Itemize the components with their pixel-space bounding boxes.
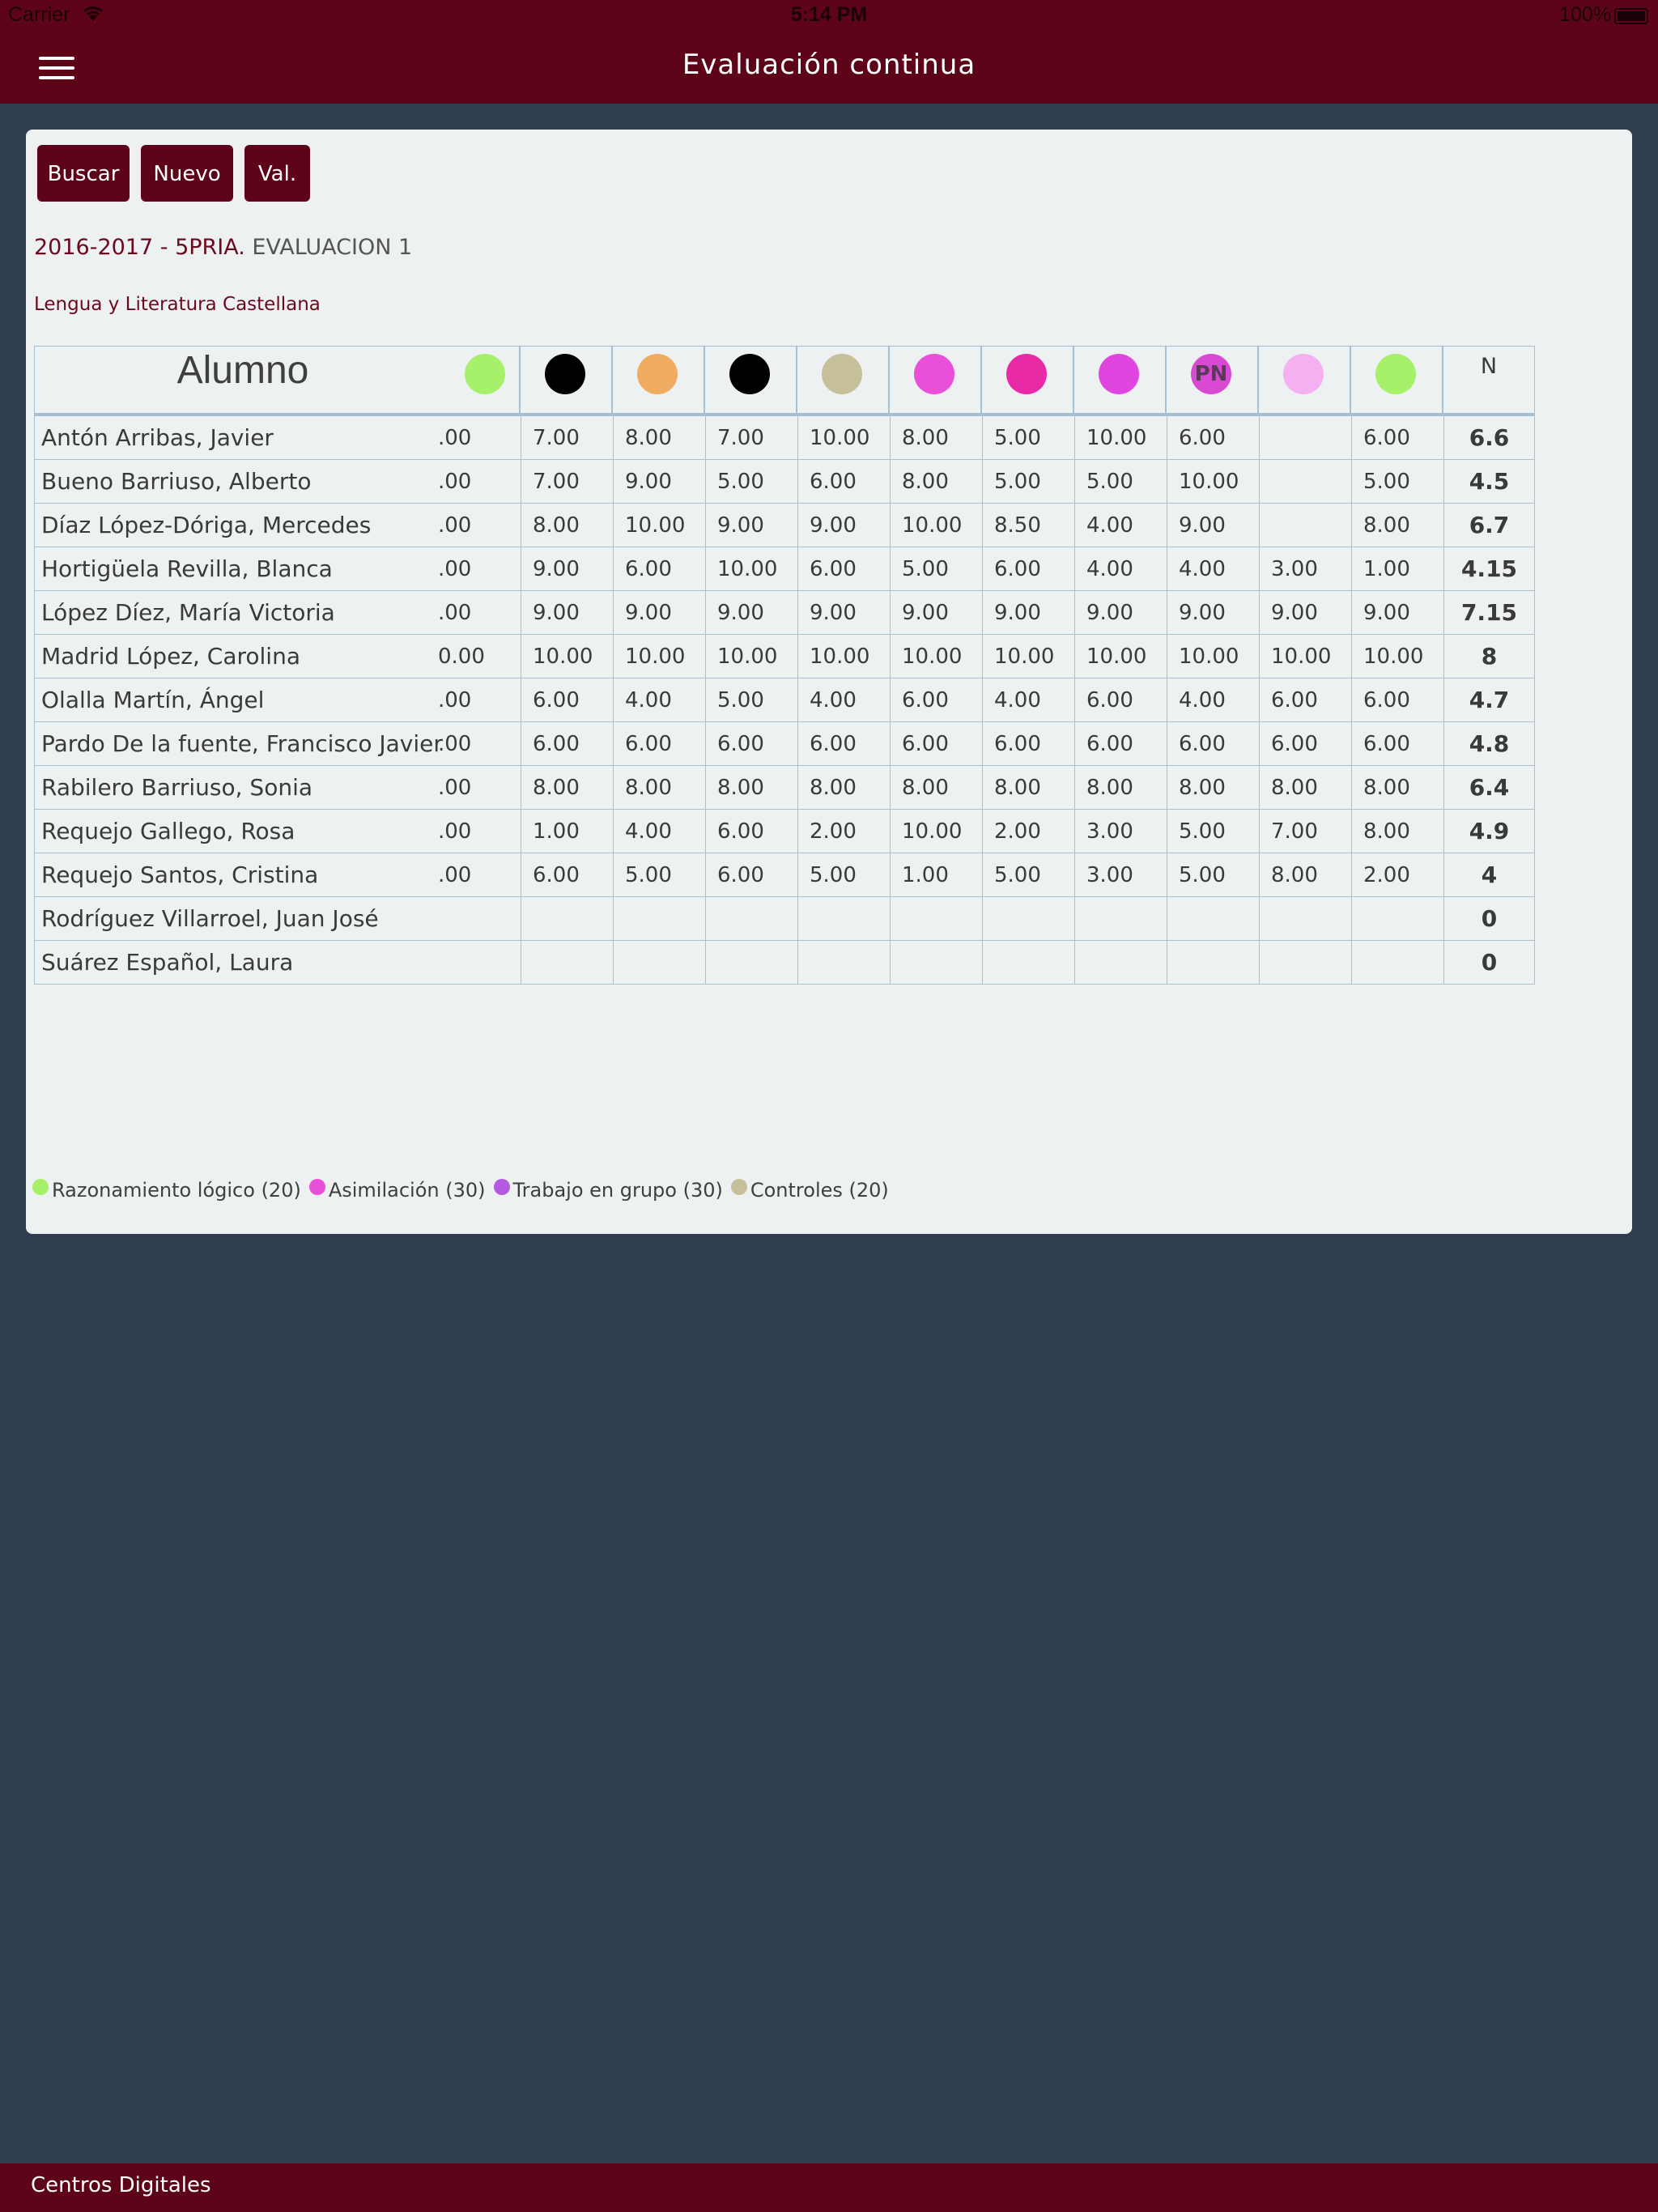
- legend-dot-icon: [731, 1179, 747, 1195]
- legend-item: [32, 1179, 301, 1202]
- grade-cell[interactable]: 1.00: [1351, 547, 1443, 591]
- grade-cell[interactable]: [1074, 897, 1167, 941]
- grade-cell[interactable]: [448, 941, 521, 985]
- final-grade: 4.5: [1443, 460, 1534, 504]
- footer-text: Centros Digitales: [31, 2173, 211, 2197]
- table-row[interactable]: [34, 722, 1535, 766]
- grade-cell[interactable]: [797, 897, 890, 941]
- battery-percent: 100%: [1559, 3, 1611, 26]
- final-grade: 4.9: [1443, 810, 1534, 853]
- table-row[interactable]: [34, 460, 1535, 504]
- table-row[interactable]: [34, 547, 1535, 591]
- grade-cell[interactable]: 9.00: [705, 504, 797, 547]
- legend-label: Trabajo en grupo (30): [512, 1179, 723, 1202]
- grade-cell[interactable]: 10.00: [797, 416, 890, 460]
- grade-cell[interactable]: 6.00: [1167, 722, 1259, 766]
- grade-cell[interactable]: 5.00: [1167, 853, 1259, 897]
- grade-cell[interactable]: [438, 504, 521, 547]
- grade-cell[interactable]: 9.00: [1167, 504, 1259, 547]
- category-dot-icon: [822, 354, 862, 394]
- grade-cell[interactable]: 4.00: [797, 678, 890, 722]
- final-grade: 4.8: [1443, 722, 1534, 766]
- student-name: Díaz López-Dóriga, Mercedes: [41, 512, 372, 538]
- battery-icon: [1614, 8, 1648, 24]
- grade-cell[interactable]: 6.00: [1351, 678, 1443, 722]
- grade-cell[interactable]: 5.00: [1351, 460, 1443, 504]
- grade-cell[interactable]: 4.00: [1074, 504, 1167, 547]
- grade-cell[interactable]: 6.00: [613, 547, 705, 591]
- grade-cell[interactable]: 9.00: [521, 591, 613, 635]
- grade-cell[interactable]: 8.00: [613, 766, 705, 810]
- grade-cell[interactable]: [438, 416, 521, 460]
- grade-cell[interactable]: 9.00: [1259, 591, 1351, 635]
- grade-value: .00: [438, 601, 472, 625]
- grade-cell[interactable]: [797, 941, 890, 985]
- grade-cell[interactable]: [1351, 941, 1443, 985]
- category-dot-icon: [1283, 354, 1324, 394]
- student-name: Rodríguez Villarroel, Juan José: [41, 905, 379, 932]
- column-header-2[interactable]: [520, 346, 612, 414]
- grade-cell[interactable]: 10.00: [705, 635, 797, 678]
- column-header-1[interactable]: [447, 346, 520, 414]
- student-name: Antón Arribas, Javier: [41, 424, 274, 451]
- grade-value: .00: [438, 819, 472, 844]
- table-row[interactable]: [34, 941, 1535, 985]
- grade-cell[interactable]: 6.00: [1167, 416, 1259, 460]
- student-name: Madrid López, Carolina: [41, 643, 300, 670]
- table-row[interactable]: [34, 591, 1535, 635]
- legend-label: Controles (20): [750, 1179, 889, 1202]
- grade-cell[interactable]: 8.00: [1259, 766, 1351, 810]
- grade-cell[interactable]: [521, 941, 613, 985]
- student-name: Requejo Gallego, Rosa: [41, 818, 295, 844]
- grade-cell[interactable]: 4.00: [613, 810, 705, 853]
- final-grade: 0: [1443, 897, 1534, 941]
- grade-cell[interactable]: 10.00: [1074, 416, 1167, 460]
- grade-cell[interactable]: [1351, 897, 1443, 941]
- grade-cell[interactable]: 6.00: [1351, 722, 1443, 766]
- grade-cell[interactable]: 8.00: [797, 766, 890, 810]
- grade-cell[interactable]: 4.00: [1167, 678, 1259, 722]
- category-dot-icon: [1191, 354, 1231, 394]
- grade-cell[interactable]: 7.00: [521, 460, 613, 504]
- grade-cell[interactable]: 5.00: [982, 416, 1074, 460]
- grade-cell[interactable]: [438, 635, 521, 678]
- grade-cell[interactable]: 5.00: [705, 460, 797, 504]
- grade-cell[interactable]: 6.00: [1259, 678, 1351, 722]
- table-row[interactable]: [34, 678, 1535, 722]
- grade-cell[interactable]: 9.00: [521, 547, 613, 591]
- grade-cell[interactable]: 4.00: [982, 678, 1074, 722]
- column-header-6[interactable]: [889, 346, 981, 414]
- grade-cell[interactable]: 6.00: [705, 853, 797, 897]
- grade-cell[interactable]: 7.00: [521, 416, 613, 460]
- grade-cell[interactable]: 8.00: [705, 766, 797, 810]
- final-grade: 6.7: [1443, 504, 1534, 547]
- grade-cell[interactable]: 3.00: [1259, 547, 1351, 591]
- grade-cell[interactable]: 6.00: [1351, 416, 1443, 460]
- footer: [0, 2163, 1658, 2212]
- carrier-label: Carrier: [8, 3, 70, 26]
- grade-cell[interactable]: 5.00: [982, 460, 1074, 504]
- grade-cell[interactable]: 6.00: [982, 547, 1074, 591]
- grade-cell[interactable]: [438, 722, 521, 766]
- final-grade-header: N: [1443, 346, 1535, 414]
- grade-cell[interactable]: 7.00: [1259, 810, 1351, 853]
- grade-cell[interactable]: [438, 853, 521, 897]
- grade-cell[interactable]: 6.00: [982, 722, 1074, 766]
- grade-value: .00: [438, 470, 472, 494]
- grade-cell[interactable]: 8.00: [890, 460, 982, 504]
- grade-cell[interactable]: 6.00: [890, 722, 982, 766]
- column-header-4[interactable]: [704, 346, 797, 414]
- grade-cell[interactable]: 10.00: [1351, 635, 1443, 678]
- table-row[interactable]: [34, 416, 1535, 460]
- grade-cell[interactable]: 5.00: [982, 853, 1074, 897]
- grade-cell[interactable]: [890, 897, 982, 941]
- final-grade: 4.15: [1443, 547, 1534, 591]
- grade-cell[interactable]: 4.00: [613, 678, 705, 722]
- table-row[interactable]: [34, 504, 1535, 547]
- final-grade: 6.4: [1443, 766, 1534, 810]
- grade-cell[interactable]: 1.00: [521, 810, 613, 853]
- final-grade: 7.15: [1443, 591, 1534, 635]
- legend-dot-icon: [32, 1179, 49, 1195]
- evaluation-name: EVALUACION 1: [244, 235, 413, 260]
- grade-cell[interactable]: 10.00: [613, 635, 705, 678]
- grade-cell[interactable]: 6.00: [1074, 678, 1167, 722]
- grade-cell[interactable]: 8.00: [1351, 766, 1443, 810]
- page-title: Evaluación continua: [682, 49, 976, 81]
- grade-cell[interactable]: [613, 941, 705, 985]
- grade-cell[interactable]: 5.00: [705, 678, 797, 722]
- grade-cell[interactable]: 8.00: [1259, 853, 1351, 897]
- grade-cell[interactable]: [1167, 897, 1259, 941]
- grade-cell[interactable]: 5.00: [890, 547, 982, 591]
- grade-cell[interactable]: 10.00: [1167, 635, 1259, 678]
- grade-cell[interactable]: 7.00: [705, 416, 797, 460]
- student-name: Pardo De la fuente, Francisco Javier: [41, 730, 443, 757]
- grade-cell[interactable]: 5.00: [1167, 810, 1259, 853]
- grade-cell[interactable]: 5.00: [797, 853, 890, 897]
- grade-cell[interactable]: 10.00: [890, 635, 982, 678]
- grade-cell[interactable]: [448, 897, 521, 941]
- grade-cell[interactable]: 8.00: [1167, 766, 1259, 810]
- grade-cell[interactable]: 9.00: [1167, 591, 1259, 635]
- table-row[interactable]: [34, 897, 1535, 941]
- grade-cell[interactable]: 8.00: [1074, 766, 1167, 810]
- grade-cell[interactable]: [438, 810, 521, 853]
- grade-cell[interactable]: 8.00: [890, 416, 982, 460]
- column-header-9[interactable]: [1166, 346, 1258, 414]
- grade-cell[interactable]: 3.00: [1074, 853, 1167, 897]
- grade-cell[interactable]: 9.00: [1074, 591, 1167, 635]
- table-row[interactable]: [34, 635, 1535, 678]
- validate-button[interactable]: Val.: [244, 145, 310, 202]
- legend-dot-icon: [309, 1179, 325, 1195]
- grade-cell[interactable]: [982, 897, 1074, 941]
- column-header-8[interactable]: [1073, 346, 1166, 414]
- status-bar: [0, 0, 1658, 32]
- grade-cell[interactable]: 9.00: [797, 591, 890, 635]
- grade-cell[interactable]: 6.00: [705, 810, 797, 853]
- grade-cell[interactable]: [1259, 941, 1351, 985]
- column-header-7[interactable]: [981, 346, 1073, 414]
- grade-cell[interactable]: 6.00: [890, 678, 982, 722]
- student-name: López Díez, María Victoria: [41, 599, 335, 626]
- legend-item: [731, 1179, 889, 1202]
- grade-cell[interactable]: 6.00: [705, 722, 797, 766]
- column-tag: PN: [1194, 362, 1228, 386]
- grade-cell[interactable]: 8.00: [521, 766, 613, 810]
- student-name: Bueno Barriuso, Alberto: [41, 468, 312, 495]
- column-header-3[interactable]: [612, 346, 704, 414]
- grade-cell[interactable]: 6.00: [521, 722, 613, 766]
- legend-dot-icon: [494, 1179, 510, 1195]
- grade-value: .00: [438, 513, 472, 538]
- category-dot-icon: [1375, 354, 1416, 394]
- grade-cell[interactable]: 9.00: [613, 460, 705, 504]
- final-grade: 4.7: [1443, 678, 1534, 722]
- search-button[interactable]: Buscar: [37, 145, 130, 202]
- legend-label: Asimilación (30): [328, 1179, 486, 1202]
- student-name: Suárez Español, Laura: [41, 949, 294, 976]
- category-dot-icon: [465, 354, 505, 394]
- grade-cell[interactable]: 10.00: [705, 547, 797, 591]
- grade-value: .00: [438, 776, 472, 800]
- final-grade: 4: [1443, 853, 1534, 897]
- grade-cell[interactable]: 3.00: [1074, 810, 1167, 853]
- grade-cell[interactable]: 6.00: [797, 547, 890, 591]
- grade-cell[interactable]: 2.00: [1351, 853, 1443, 897]
- column-header-10[interactable]: [1258, 346, 1350, 414]
- grade-cell[interactable]: [1167, 941, 1259, 985]
- grade-cell[interactable]: [438, 766, 521, 810]
- student-name: Requejo Santos, Cristina: [41, 861, 319, 888]
- new-button[interactable]: Nuevo: [141, 145, 233, 202]
- grade-value: 0.00: [438, 644, 485, 669]
- grade-value: .00: [438, 557, 472, 581]
- legend-label: Razonamiento lógico (20): [52, 1179, 301, 1202]
- grade-value: .00: [438, 732, 472, 756]
- column-header-5[interactable]: [797, 346, 889, 414]
- grade-cell[interactable]: 9.00: [705, 591, 797, 635]
- grade-cell[interactable]: 5.00: [1074, 460, 1167, 504]
- evaluation-context: [34, 235, 412, 260]
- column-header-11[interactable]: [1350, 346, 1443, 414]
- grade-cell[interactable]: 6.00: [1259, 722, 1351, 766]
- legend-item: [494, 1179, 723, 1202]
- grade-cell[interactable]: 10.00: [890, 810, 982, 853]
- grade-cell[interactable]: 8.00: [982, 766, 1074, 810]
- grade-cell[interactable]: 10.00: [982, 635, 1074, 678]
- grade-cell[interactable]: [438, 547, 521, 591]
- grade-cell[interactable]: 5.00: [613, 853, 705, 897]
- grade-cell[interactable]: [438, 460, 521, 504]
- grade-cell[interactable]: 10.00: [613, 504, 705, 547]
- grade-cell[interactable]: 2.00: [982, 810, 1074, 853]
- grade-cell[interactable]: [1259, 504, 1351, 547]
- grade-cell[interactable]: [705, 897, 797, 941]
- grade-cell[interactable]: 10.00: [1259, 635, 1351, 678]
- grade-cell[interactable]: 10.00: [797, 635, 890, 678]
- grade-cell[interactable]: [521, 897, 613, 941]
- category-dot-icon: [914, 354, 954, 394]
- grade-cell[interactable]: [438, 678, 521, 722]
- grade-cell[interactable]: [982, 941, 1074, 985]
- grade-cell[interactable]: [613, 897, 705, 941]
- final-grade: 6.6: [1443, 416, 1534, 460]
- grade-cell[interactable]: 8.00: [890, 766, 982, 810]
- grade-cell[interactable]: [705, 941, 797, 985]
- legend: [32, 1179, 897, 1202]
- grade-value: .00: [438, 863, 472, 887]
- grade-cell[interactable]: 10.00: [521, 635, 613, 678]
- category-dot-icon: [637, 354, 678, 394]
- clock: 5:14 PM: [790, 3, 868, 26]
- grade-cell[interactable]: 4.00: [1074, 547, 1167, 591]
- grade-cell[interactable]: 6.00: [613, 722, 705, 766]
- grade-cell[interactable]: 4.00: [1167, 547, 1259, 591]
- evaluation-card: [26, 130, 1632, 1234]
- grade-cell[interactable]: 10.00: [1167, 460, 1259, 504]
- grade-cell[interactable]: [1074, 941, 1167, 985]
- grade-cell[interactable]: 9.00: [890, 591, 982, 635]
- grade-cell[interactable]: 6.00: [1074, 722, 1167, 766]
- grade-cell[interactable]: 6.00: [521, 853, 613, 897]
- grade-cell[interactable]: 10.00: [890, 504, 982, 547]
- grade-cell[interactable]: 6.00: [797, 460, 890, 504]
- year-class: 2016-2017 - 5PRIA.: [34, 235, 245, 260]
- final-grade: 0: [1443, 941, 1534, 985]
- grade-cell[interactable]: 9.00: [613, 591, 705, 635]
- category-dot-icon: [729, 354, 770, 394]
- grade-cell[interactable]: [1259, 416, 1351, 460]
- grade-cell[interactable]: [1259, 460, 1351, 504]
- nav-bar: [0, 32, 1658, 104]
- final-grade: 8: [1443, 635, 1534, 678]
- grade-cell[interactable]: [1259, 897, 1351, 941]
- grade-cell[interactable]: 2.00: [797, 810, 890, 853]
- grade-cell[interactable]: 8.00: [521, 504, 613, 547]
- grade-cell[interactable]: 9.00: [797, 504, 890, 547]
- legend-item: [309, 1179, 486, 1202]
- subject-name: Lengua y Literatura Castellana: [34, 294, 321, 315]
- grade-cell[interactable]: [438, 591, 521, 635]
- category-dot-icon: [1099, 354, 1139, 394]
- student-name: Hortigüela Revilla, Blanca: [41, 555, 333, 582]
- student-header-label: Alumno: [176, 349, 309, 392]
- grade-cell[interactable]: 8.00: [613, 416, 705, 460]
- grade-cell[interactable]: 1.00: [890, 853, 982, 897]
- grade-cell[interactable]: 8.00: [1351, 504, 1443, 547]
- grade-value: .00: [438, 426, 472, 450]
- table-row[interactable]: [34, 853, 1535, 897]
- grade-value: .00: [438, 688, 472, 713]
- grade-cell[interactable]: 9.00: [1351, 591, 1443, 635]
- grade-cell[interactable]: 6.00: [797, 722, 890, 766]
- grade-cell[interactable]: 6.00: [521, 678, 613, 722]
- table-row[interactable]: [34, 766, 1535, 810]
- student-name: Rabilero Barriuso, Sonia: [41, 774, 313, 801]
- category-dot-icon: [545, 354, 585, 394]
- grade-cell[interactable]: 8.00: [1351, 810, 1443, 853]
- grade-cell[interactable]: [890, 941, 982, 985]
- student-name: Olalla Martín, Ángel: [41, 687, 265, 713]
- category-dot-icon: [1006, 354, 1047, 394]
- grade-cell[interactable]: 10.00: [1074, 635, 1167, 678]
- grade-cell[interactable]: 8.50: [982, 504, 1074, 547]
- grade-cell[interactable]: 9.00: [982, 591, 1074, 635]
- table-row[interactable]: [34, 810, 1535, 853]
